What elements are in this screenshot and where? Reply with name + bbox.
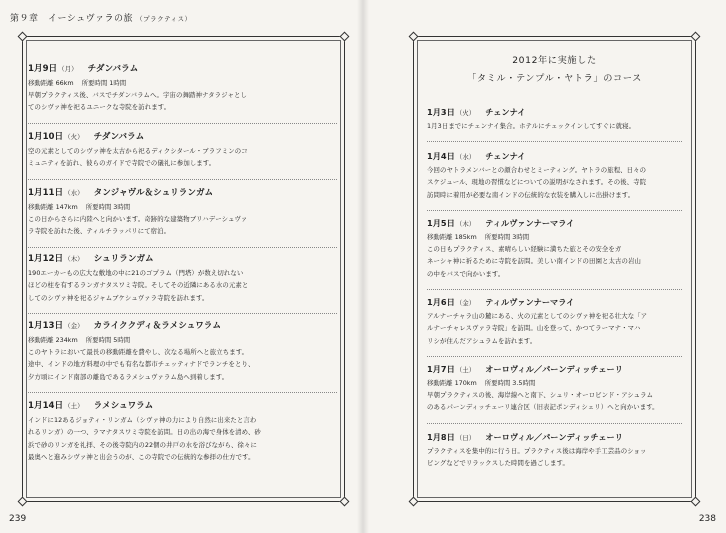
- running-head-title: 第９章 イーシュヴァラの旅: [10, 14, 134, 24]
- entry-travel-info: [28, 201, 337, 213]
- entry-date: 1月13日: [28, 321, 64, 331]
- dotted-divider: [427, 141, 682, 142]
- entry-title: [28, 252, 337, 267]
- entry-text-line: 今回のヤトラメンバーとの顔合わせとミーティング。ヤトラの旅程、日々の: [427, 166, 647, 174]
- entry-text-line: ミュニティを訪れ、彼らのガイドで寺院での儀礼に参加します。: [28, 159, 216, 168]
- entry-duration: 所要時間 3時間: [85, 203, 131, 211]
- entry-place: チェンナイ: [485, 107, 526, 117]
- dotted-divider: [427, 210, 682, 211]
- page-number: 238: [698, 514, 716, 524]
- entry-text-line: このヤトラにおいて最長の移動距離を費やし、次なる場所へと旅立ちます。: [28, 348, 249, 356]
- right-page: [363, 0, 726, 533]
- entry-distance: 移動距離 66km: [28, 79, 74, 87]
- dotted-divider: [427, 356, 682, 357]
- entry-place: タンジャヴル＆シュリランガム: [93, 188, 214, 198]
- entry-text-line: 早朝プラクティス後、バスでチダンバラムへ。宇宙の舞踏神ナタラジャとし: [28, 91, 247, 99]
- entry-description: [28, 346, 337, 383]
- entry-duration: 所要時間 5時間: [85, 336, 131, 344]
- itinerary-entry: [28, 399, 337, 464]
- entry-duration: 所要時間 3.5時間: [484, 379, 536, 387]
- frame-corner-ornament: [340, 497, 350, 507]
- entry-date: 1月14日: [28, 401, 64, 411]
- entry-text-line: の中をバスで向かいます。: [427, 269, 505, 278]
- frame-corner-ornament: [18, 497, 28, 507]
- frame-corner-ornament: [18, 32, 28, 42]
- entry-weekday: （木）: [64, 255, 84, 263]
- entry-place: チダンバラム: [93, 132, 145, 142]
- entry-date: 1月10日: [28, 132, 64, 142]
- entry-description: [28, 414, 337, 464]
- course-heading-line-2: 「タミル・テンプル・ヤトラ」のコース: [467, 73, 642, 84]
- running-head-subtitle: （プラクティス）: [136, 15, 192, 23]
- entry-text-line: 早朝プラクティスの後、海岸線へと南下、シュリ・オーロビンド・アシュラム: [427, 391, 654, 399]
- entry-text-line: 1月3日までにチェンナイ集合。ホテルにチェックインしてすぐに就寝。: [427, 122, 636, 130]
- itinerary-entry: [28, 319, 337, 393]
- entry-title: [427, 216, 682, 231]
- entry-text-line: てのシヴァ神を祀るユニークな寺院を訪れます。: [28, 103, 171, 112]
- entry-distance: 移動距離 147km: [28, 203, 78, 211]
- entry-text-line: 夕方頃にインド南部の離島であるラメシュヴァラム島へ到着します。: [28, 372, 229, 381]
- itinerary-entry: [28, 130, 337, 180]
- entry-text-line: ほどの柱を有するランガナタスワミ寺院。そしてその近隣にある水の元素と: [28, 281, 249, 290]
- entry-description: [427, 120, 682, 132]
- entry-weekday: （月）: [58, 65, 78, 73]
- dotted-divider: [28, 247, 337, 248]
- entry-description: [28, 145, 337, 170]
- dotted-divider: [28, 123, 337, 124]
- entry-text-line: この日からさらに内陸へと向かいます。奇跡的な建築物ブリハデーシュヴァ: [28, 215, 248, 223]
- itinerary-entry: [28, 186, 337, 248]
- entry-title: [427, 149, 682, 164]
- entry-description: [427, 164, 682, 201]
- entry-weekday: （木）: [455, 220, 476, 228]
- entry-date: 1月4日: [427, 151, 455, 161]
- itinerary-entry: [28, 252, 337, 314]
- book-gutter: [357, 0, 369, 533]
- entry-place: チダンバラム: [87, 64, 139, 74]
- entry-description: [427, 310, 682, 347]
- page-number: 239: [9, 514, 27, 524]
- entry-weekday: （土）: [455, 366, 476, 374]
- entry-weekday: （水）: [455, 153, 476, 161]
- course-heading-line-1: 2012年に実施した: [512, 55, 597, 66]
- entry-duration: 所要時間 3時間: [484, 233, 530, 241]
- entry-weekday: （金）: [455, 299, 476, 307]
- entry-place: ティルヴァンナーマライ: [485, 297, 575, 307]
- entry-distance: 移動距離 170km: [427, 379, 477, 387]
- entry-title: [427, 430, 682, 445]
- right-entries-area: [413, 36, 696, 502]
- entry-travel-info: [28, 77, 337, 89]
- entry-text-line: ネーシャ神に祈るために寺院を訪問。美しい南インドの田園と太古の岩山: [427, 257, 641, 266]
- entry-date: 1月9日: [28, 64, 58, 74]
- entry-text-line: 空の元素としてのシヴァ神を太古から祀るディクシタール・ブラフミンのコ: [28, 147, 248, 155]
- entry-travel-info: [28, 334, 337, 346]
- entry-description: [427, 389, 682, 414]
- entry-weekday: （金）: [64, 322, 84, 330]
- entry-title: [427, 105, 682, 120]
- entry-text-line: ラ寺院を訪れた後、ティルチラッパリにて宿泊。: [28, 227, 171, 236]
- entry-date: 1月6日: [427, 297, 455, 307]
- entry-place: ティルヴァンナーマライ: [485, 218, 575, 228]
- entry-title: [28, 399, 337, 414]
- entry-text-line: 最奥へと進みシヴァ神と出会うのが、この寺院での伝統的な参拝の仕方です。: [28, 453, 255, 462]
- frame-corner-ornament: [340, 32, 350, 42]
- entry-title: [28, 130, 337, 145]
- entry-date: 1月11日: [28, 188, 64, 198]
- itinerary-entry: [427, 295, 682, 357]
- entry-duration: 所要時間 1時間: [81, 79, 127, 87]
- dotted-divider: [28, 179, 337, 180]
- entry-date: 1月7日: [427, 364, 455, 374]
- itinerary-entry: [28, 62, 337, 124]
- entry-travel-info: [427, 377, 682, 389]
- entry-date: 1月5日: [427, 218, 455, 228]
- entry-date: 1月8日: [427, 432, 455, 442]
- entry-travel-info: [427, 231, 682, 243]
- entry-text-line: ルナーチャレスヴァラ寺院」を訪問。山を登って、かつてラーマナ・マハ: [427, 324, 641, 333]
- running-head: [10, 11, 192, 24]
- entry-text-line: プラクティスを集中的に行う日。プラクティス後は海岸や手工芸品のショッ: [427, 447, 647, 455]
- entry-place: ラメシュワラム: [93, 401, 154, 411]
- itinerary-entry: [427, 430, 682, 470]
- dotted-divider: [28, 392, 337, 393]
- entry-description: [427, 243, 682, 280]
- entry-text-line: 訪問時に着用が必要な南インドの伝統的な衣装を購入しに出掛けます。: [427, 190, 635, 199]
- entry-text-line: れるリンガ）の一つ、ラマナタスワミ寺院を訪問。日の出の海で身体を清め、砂: [28, 428, 261, 437]
- entry-text-line: してのシヴァ神を祀るジャムブケシュヴァラ寺院を訪れます。: [28, 293, 209, 302]
- entry-title: [28, 62, 337, 77]
- dotted-divider: [427, 289, 682, 290]
- entry-description: [28, 89, 337, 114]
- itinerary-entry: [427, 216, 682, 290]
- entry-text-line: リシが住んだアシュラムを訪れます。: [427, 336, 537, 345]
- entry-title: [427, 295, 682, 310]
- entry-date: 1月12日: [28, 254, 64, 264]
- entry-description: [427, 445, 682, 470]
- dotted-divider: [28, 313, 337, 314]
- entry-weekday: （水）: [64, 189, 84, 197]
- entry-text-line: 浜で砂のリンガを礼拝、その後寺院内の22個の井戸の水を浴びながら、徐々に: [28, 440, 258, 449]
- entry-place: オーロヴィル／パーンディッチェーリ: [485, 364, 623, 374]
- entry-weekday: （土）: [64, 402, 84, 410]
- entry-place: カライククディ＆ラメシュワラム: [93, 321, 221, 331]
- itinerary-entry: [427, 149, 682, 211]
- entry-description: [28, 267, 337, 304]
- entry-distance: 移動距離 185km: [427, 233, 477, 241]
- dotted-divider: [427, 423, 682, 424]
- entry-date: 1月3日: [427, 107, 455, 117]
- entry-title: [28, 186, 337, 201]
- entry-text-line: インドに12あるジョティ・リンガム（シヴァ神の力により自然に出来たと言わ: [28, 416, 257, 424]
- entry-text-line: スケジュール、現地の習慣などについての説明がなされます。その後、寺院: [427, 178, 647, 187]
- entry-text-line: のあるパーンディッチェーリ連合区（旧表記ポンディシェリ）へと向かいます。: [427, 403, 659, 412]
- entry-weekday: （火）: [64, 133, 84, 141]
- entry-description: [28, 213, 337, 238]
- itinerary-entry: [427, 105, 682, 142]
- entry-title: [28, 319, 337, 334]
- entry-text-line: 190エーカーもの広大な敷地の中に21のゴプラム（門塔）が数え切れない: [28, 269, 244, 277]
- entry-place: チェンナイ: [485, 151, 526, 161]
- entry-place: シュリランガム: [93, 254, 154, 264]
- entry-weekday: （日）: [455, 434, 476, 442]
- entry-title: [427, 362, 682, 377]
- entry-text-line: 途中、インドの地方料理の中でも有名な都市チェッティナドでランチをとり、: [28, 360, 255, 369]
- entry-distance: 移動距離 234km: [28, 336, 78, 344]
- entry-text-line: ピングなどでリラックスした時間を過ごします。: [427, 459, 569, 468]
- entry-weekday: （火）: [455, 109, 476, 117]
- itinerary-entry: [427, 362, 682, 424]
- entry-place: オーロヴィル／パーンディッチェーリ: [485, 432, 623, 442]
- entry-text-line: アルナーチャラ山の麓にある、火の元素としてのシヴァ神を祀る壮大な「ア: [427, 312, 648, 320]
- entry-text-line: この日もプラクティス、素晴らしい経験に満ちた旅とその安全をガ: [427, 245, 622, 253]
